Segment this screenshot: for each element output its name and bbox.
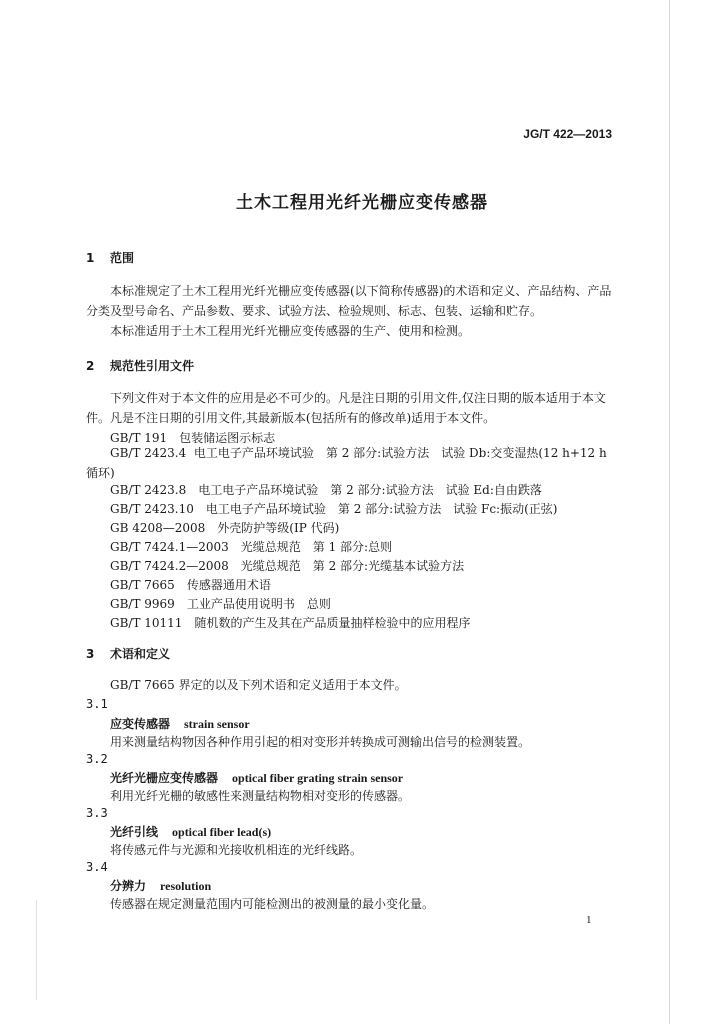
term-name [110, 769, 403, 786]
term-name [110, 877, 211, 894]
reference-code: GB/T 2423.4 [110, 446, 187, 460]
term-name-zh: 分辨力 [110, 879, 147, 893]
section-title: 范围 [110, 251, 135, 265]
reference-code: GB/T 7665 [110, 578, 175, 592]
reference-code: GB/T 2423.8 [110, 483, 187, 497]
reference-name: 随机数的产生及其在产品质量抽样检验中的应用程序 [194, 616, 471, 630]
reference-code: GB/T 9969 [110, 597, 175, 611]
reference-item [110, 481, 542, 498]
scan-edge-line [669, 0, 670, 1024]
reference-item [110, 595, 331, 612]
reference-code: GB/T 7424.1—2003 [110, 540, 229, 554]
scan-edge-line-left [36, 900, 37, 1000]
reference-code: GB/T 191 [110, 431, 168, 445]
reference-name: 传感器通用术语 [186, 578, 271, 592]
term-name-zh: 光纤光栅应变传感器 [110, 771, 219, 785]
term-number: 3.3 [86, 806, 108, 820]
section-heading-scope [86, 249, 134, 266]
reference-code: GB/T 10111 [110, 616, 183, 630]
reference-name: 电工电子产品环境试验 第 2 部分:试验方法 试验 Ed:自由跌落 [198, 483, 542, 497]
section-number: 2 [86, 359, 95, 373]
section-title: 术语和定义 [110, 647, 171, 661]
term-name [110, 823, 271, 840]
reference-code: GB/T 7424.2—2008 [110, 559, 229, 573]
reference-name: 工业产品使用说明书 总则 [186, 597, 331, 611]
reference-name: 光缆总规范 第 2 部分:光缆基本试验方法 [240, 559, 465, 573]
reference-name: 外壳防护等级(IP 代码) [217, 521, 340, 535]
reference-item [110, 519, 339, 536]
reference-code: GB/T 2423.10 [110, 502, 194, 516]
term-number: 3.2 [86, 752, 108, 766]
term-definition: 用来测量结构物因各种作用引起的相对变形并转换成可测输出信号的检测装置。 [110, 735, 531, 749]
term-definition: 传感器在规定测量范围内可能检测出的被测量的最小变化量。 [110, 897, 435, 911]
paragraph: 本标准适用于土木工程用光纤光栅应变传感器的生产、使用和检测。 [110, 324, 471, 338]
reference-name: 电工电子产品环境试验 第 2 部分:试验方法 试验 Fc:振动(正弦) [205, 502, 558, 516]
reference-item [86, 443, 614, 483]
section-title: 规范性引用文件 [110, 359, 195, 373]
section-number: 3 [86, 647, 95, 661]
term-name [110, 715, 250, 732]
reference-name: 电工电子产品环境试验 第 2 部分:试验方法 试验 Db:交变湿热(12 h+12 h 循环) [86, 446, 607, 480]
term-definition: 利用光纤光栅的敏感性来测量结构物相对变形的传感器。 [110, 789, 411, 803]
standard-code: JG/T 422—2013 [523, 127, 612, 141]
reference-item [110, 538, 392, 555]
term-name-zh: 光纤引线 [110, 825, 159, 839]
reference-code: GB 4208—2008 [110, 521, 206, 535]
reference-item [110, 576, 271, 593]
reference-item [110, 557, 464, 574]
paragraph: GB/T 7665 界定的以及下列术语和定义适用于本文件。 [110, 678, 407, 692]
term-name-en: optical fiber grating strain sensor [232, 771, 404, 785]
term-name-zh: 应变传感器 [110, 717, 171, 731]
term-number: 3.4 [86, 860, 108, 874]
term-name-en: resolution [160, 879, 212, 893]
paragraph: 本标准规定了土木工程用光纤光栅应变传感器(以下简称传感器)的术语和定义、产品结构、产品分类及型号命名、产品参数、要求、试验方法、检验规则、标志、包装、运输和贮存。 [86, 284, 612, 318]
paragraph: 下列文件对于本文件的应用是必不可少的。凡是注日期的引用文件,仅注日期的版本适用于本文件。凡是不注日期的引用文件,其最新版本(包括所有的修改单)适用于本文件。 [86, 391, 606, 425]
document-title: 土木工程用光纤光栅应变传感器 [236, 193, 488, 213]
section-heading-normative [86, 357, 194, 374]
reference-item [110, 614, 470, 631]
term-name-en: optical fiber lead(s) [172, 825, 272, 839]
reference-name: 包装储运图示标志 [179, 431, 276, 445]
term-definition: 将传感元件与光源和光接收机相连的光纤线路。 [110, 843, 363, 857]
reference-item [110, 500, 557, 517]
reference-name: 光缆总规范 第 1 部分:总则 [240, 540, 393, 554]
term-number: 3.1 [86, 697, 108, 711]
term-name-en: strain sensor [184, 717, 250, 731]
section-number: 1 [86, 251, 95, 265]
page-number: 1 [586, 914, 592, 926]
section-heading-terms [86, 645, 170, 662]
